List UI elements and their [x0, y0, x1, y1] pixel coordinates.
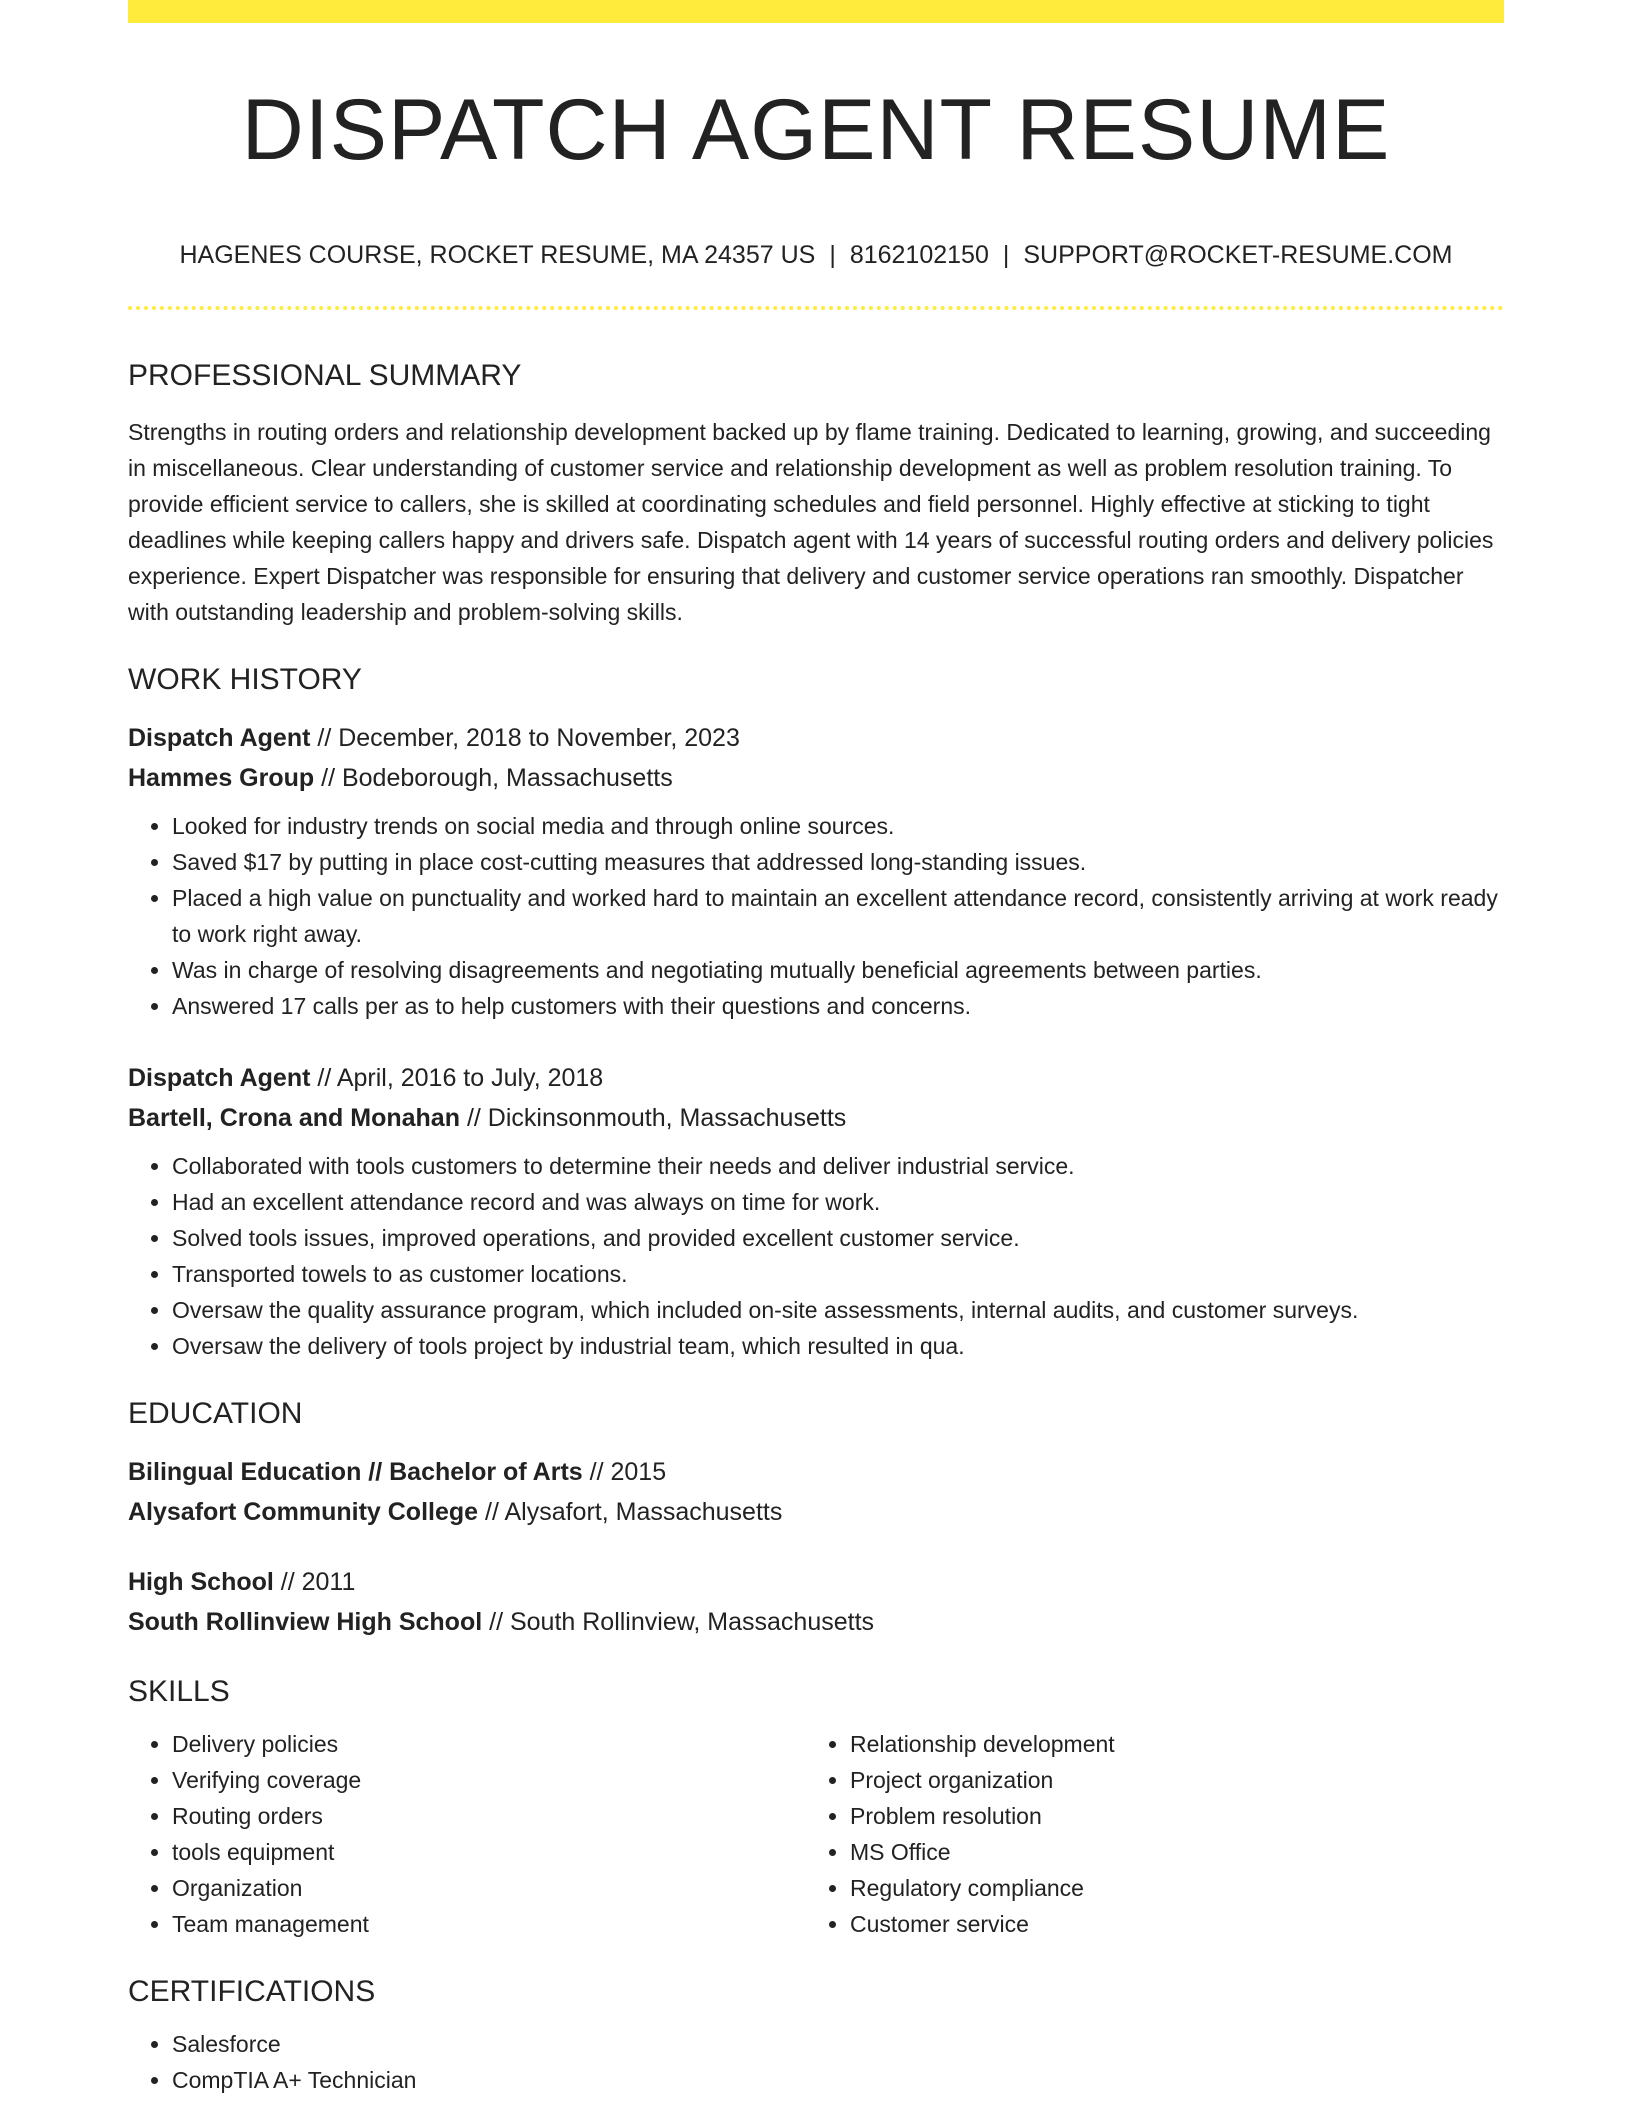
- education-entry: [128, 1562, 1504, 1642]
- skills-heading: SKILLS: [128, 1675, 230, 1708]
- header-divider: [128, 306, 1504, 310]
- skill-item: • Customer service: [850, 1906, 1484, 1942]
- work-history-heading: WORK HISTORY: [128, 663, 362, 696]
- education-location: // South Rollinview, Massachusetts: [489, 1608, 875, 1636]
- certifications-heading: CERTIFICATIONS: [128, 1975, 376, 2008]
- job-bullet: • Answered 17 calls per as to help customers with their questions and concerns.: [172, 988, 1504, 1024]
- job-title-line: [128, 1058, 1504, 1098]
- education-degree-line: [128, 1562, 1504, 1602]
- job-bullet: • Placed a high value on punctuality and worked hard to maintain an excellent attendance record, consistently arriving at work ready to work right away.: [172, 880, 1504, 952]
- job-dates: // December, 2018 to November, 2023: [317, 724, 740, 752]
- job-entry: [128, 718, 1504, 1024]
- job-bullet: • Solved tools issues, improved operations, and provided excellent customer service.: [172, 1220, 1504, 1256]
- resume-body: [128, 356, 1504, 2098]
- job-bullet: • Transported towels to as customer locations.: [172, 1256, 1504, 1292]
- skill-item: • Project organization: [850, 1762, 1484, 1798]
- job-bullet: • Had an excellent attendance record and was always on time for work.: [172, 1184, 1504, 1220]
- education-degree: Bilingual Education // Bachelor of Arts: [128, 1458, 583, 1486]
- education-school: South Rollinview High School: [128, 1608, 483, 1636]
- job-bullet: • Oversaw the delivery of tools project by industrial team, which resulted in qua.: [172, 1328, 1504, 1364]
- contact-separator: |: [829, 241, 836, 269]
- job-bullet: • Looked for industry trends on social media and through online sources.: [172, 808, 1504, 844]
- education-degree: High School: [128, 1568, 274, 1596]
- job-bullets: [128, 1148, 1504, 1364]
- job-location: // Bodeborough, Massachusetts: [321, 764, 673, 792]
- summary-heading: PROFESSIONAL SUMMARY: [128, 359, 522, 392]
- skill-item: • Routing orders: [172, 1798, 806, 1834]
- education-school-line: [128, 1602, 1504, 1642]
- job-company-line: [128, 758, 1504, 798]
- job-company: Bartell, Crona and Monahan: [128, 1104, 460, 1132]
- certifications-section: [128, 1972, 1504, 2098]
- education-entry: [128, 1452, 1504, 1532]
- skill-item: • Verifying coverage: [172, 1762, 806, 1798]
- skill-item: • Organization: [172, 1870, 806, 1906]
- job-title: Dispatch Agent: [128, 724, 311, 752]
- skills-left-list: [128, 1726, 806, 1942]
- contact-address: HAGENES COURSE, ROCKET RESUME, MA 24357 US: [179, 241, 816, 269]
- education-year: // 2015: [589, 1458, 667, 1486]
- job-bullet: • Oversaw the quality assurance program, which included on-site assessments, internal audits, and customer surveys.: [172, 1292, 1504, 1328]
- job-bullet: • Was in charge of resolving disagreements and negotiating mutually beneficial agreements between parties.: [172, 952, 1504, 988]
- page-title: DISPATCH AGENT RESUME: [241, 82, 1391, 178]
- job-bullet: • Collaborated with tools customers to determine their needs and deliver industrial service.: [172, 1148, 1504, 1184]
- certification-item: • Salesforce: [172, 2026, 1504, 2062]
- education-year: // 2011: [280, 1568, 356, 1596]
- job-company: Hammes Group: [128, 764, 315, 792]
- job-bullets: [128, 808, 1504, 1024]
- job-company-line: [128, 1098, 1504, 1138]
- summary-text: Strengths in routing orders and relationship development backed up by flame training. Dedicated to learning, growing, and succeeding in miscellaneous. Clear understanding of customer service and relationship development as well as problem resolution training. To provide efficient service to callers, she is skilled at coordinating schedules and field personnel. Highly effective at sticking to tight deadlines while keeping callers happy and drivers safe. Dispatch agent with 14 years of successful routing orders and delivery policies experience. Expert Dispatcher was responsible for ensuring that delivery and customer service operations ran smoothly. Dispatcher with outstanding leadership and problem-solving skills.: [128, 419, 1494, 625]
- contact-email: SUPPORT@ROCKET-RESUME.COM: [1023, 241, 1453, 269]
- skill-item: • Relationship development: [850, 1726, 1484, 1762]
- education-degree-line: [128, 1452, 1504, 1492]
- education-school-line: [128, 1492, 1504, 1532]
- skill-item: • Regulatory compliance: [850, 1870, 1484, 1906]
- certifications-list: [128, 2026, 1504, 2098]
- certification-item: • CompTIA A+ Technician: [172, 2062, 1504, 2098]
- top-accent-bar: [128, 0, 1504, 23]
- skill-item: • Team management: [172, 1906, 806, 1942]
- skill-item: • MS Office: [850, 1834, 1484, 1870]
- education-heading: EDUCATION: [128, 1397, 303, 1430]
- job-bullet: • Saved $17 by putting in place cost-cutting measures that addressed long-standing issues.: [172, 844, 1504, 880]
- skill-item: • tools equipment: [172, 1834, 806, 1870]
- job-entry: [128, 1058, 1504, 1364]
- education-school: Alysafort Community College: [128, 1498, 479, 1526]
- skill-item: • Problem resolution: [850, 1798, 1484, 1834]
- skills-columns: [128, 1726, 1504, 1942]
- contact-phone: 8162102150: [849, 241, 989, 269]
- job-title-line: [128, 718, 1504, 758]
- job-location: // Dickinsonmouth, Massachusetts: [466, 1104, 847, 1132]
- job-title: Dispatch Agent: [128, 1064, 311, 1092]
- education-location: // Alysafort, Massachusetts: [485, 1498, 783, 1526]
- contact-line: [128, 238, 1504, 272]
- job-dates: // April, 2016 to July, 2018: [317, 1064, 604, 1092]
- skills-right-list: [806, 1726, 1484, 1942]
- contact-separator: |: [1002, 241, 1010, 269]
- skill-item: • Delivery policies: [172, 1726, 806, 1762]
